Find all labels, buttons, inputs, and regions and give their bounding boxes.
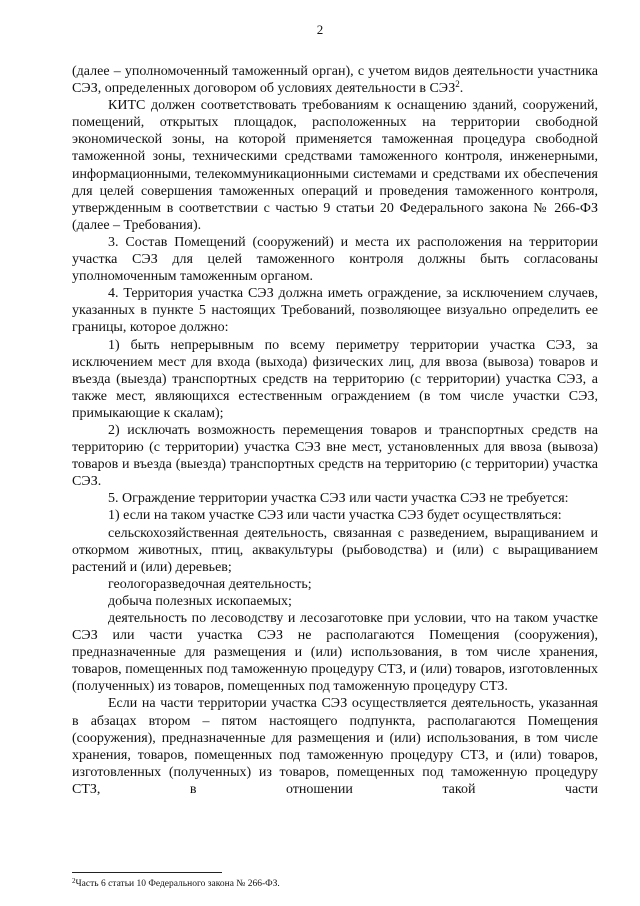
paragraph-agriculture: сельскохозяйственная деятельность, связанная с разведением, выращиванием и откормом животных, птиц, аквакультуры (рыбоводства) и (или) с выращиванием растений и (или) деревьев; (72, 525, 598, 575)
paragraph-item-5-1: 1) если на таком участке СЭЗ или части участка СЭЗ будет осуществляться: (108, 508, 562, 524)
paragraph-item-4-1: 1) быть непрерывным по всему периметру территории участка СЭЗ, за исключением мест для входа (выхода) физических лиц, для ввоза (вывоза) товаров и въезда (выезда) транспортных средств на территорию (с территории) участка СЭЗ, а также мест, являющихся естественным ограждением (в том числе участки СЭЗ, примыкающие к скалам); (72, 337, 598, 421)
paragraph-mining: добыча полезных ископаемых; (108, 593, 292, 609)
paragraph-item-3: 3. Состав Помещений (сооружений) и места их расположения на территории участка СЭЗ для целей таможенного контроля должны быть согласованы уполномоченным таможенным органом. (72, 234, 598, 285)
paragraph-item-5: 5. Ограждение территории участка СЭЗ или части участка СЭЗ не требуется: (108, 491, 569, 507)
footnote (72, 878, 598, 890)
paragraph-partial-territory: Если на части территории участка СЭЗ осуществляется деятельность, указанная в абзацах втором – пятом настоящего подпункта, располагаются Помещения (сооружения), предназначенные для размещения и (или) использования, в том числе хранения, товаров, помещенных под таможенную процедуру СТЗ, и (или) товаров, изготовленных (полученных) из товаров, помещенных под таможенную процедуру СТЗ, в отношении такой части (72, 696, 598, 797)
footnote-number: 2 (72, 877, 76, 885)
paragraph-item-4: 4. Территория участка СЭЗ должна иметь ограждение, за исключением случаев, указанных в пункте 5 настоящих Требований, позволяющее визуально определить ее границы, которое должно: (72, 286, 598, 336)
footnote-divider (72, 872, 222, 873)
paragraph-geology: геологоразведочная деятельность; (108, 576, 312, 592)
page-number: 2 (316, 22, 324, 37)
paragraph-forestry: деятельность по лесоводству и лесозаготовке при условии, что на таком участке СЭЗ или части участка СЭЗ не располагаются Помещения (сооружения), предназначенные для размещения и (или) использования, в том числе хранения, товаров, помещенных под таможенную процедуру СТЗ, и (или) товаров, изготовленных (полученных) из товаров, помещенных под таможенную процедуру СТЗ. (72, 611, 598, 695)
paragraph-kits: КИТС должен соответствовать требованиям к оснащению зданий, сооружений, помещений, открытых площадок, расположенных на территории свободной экономической зоны, на которой применяется таможенная процедура свободной таможенной зоны, техническими средствами таможенного контроля, инженерными, информационными, телекоммуникационными системами и средствами их обеспечения для целей совершения таможенных операций и проведения таможенного контроля, утвержденным в соответствии с частью 9 статьи 20 Федерального закона № 266-ФЗ (далее – Требования). (72, 98, 598, 233)
footnote-text: Часть 6 статьи 10 Федерального закона № 266-ФЗ. (75, 879, 280, 889)
paragraph-authority (72, 63, 598, 97)
footnote-reference: 2 (455, 79, 460, 90)
document-body (72, 63, 598, 798)
paragraph-item-4-2: 2) исключать возможность перемещения товаров и транспортных средств на территорию (с территории) участка СЭЗ вне мест, установленных для ввоза (вывоза) товаров и въезда (выезда) транспортных средств на территорию (с территории) участка СЭЗ. (72, 422, 598, 490)
paragraph-text: (далее – уполномоченный таможенный орган), с учетом видов деятельности участника СЭЗ, определенных договором об условиях деятельности в СЭЗ (72, 64, 598, 97)
paragraph-tail: . (459, 81, 464, 97)
